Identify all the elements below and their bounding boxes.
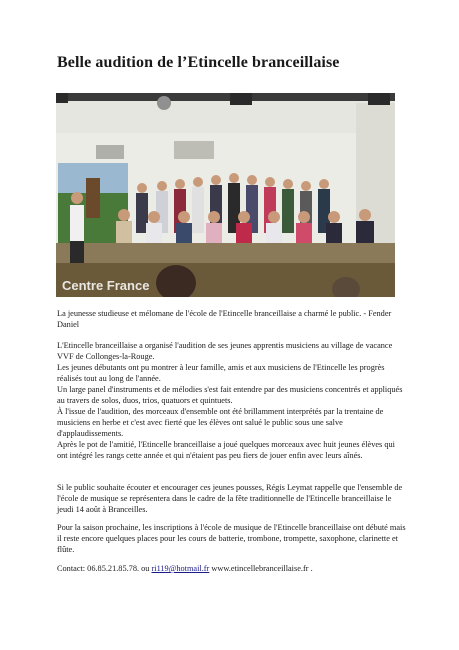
article-photo: [56, 93, 395, 297]
contact-line: [57, 563, 407, 574]
paragraph: Après le pot de l'amitié, l'Etincelle branceillaise a joué quelques morceaux avec huit jeunes élèves qui ont intégré les rangs cette année et qui n'étaient pas peu fiers de jouer enfin avec leurs aînés.: [57, 440, 395, 460]
article-title: Belle audition de l’Etincelle branceillaise: [57, 54, 340, 71]
article-body-block-1: [57, 340, 407, 461]
paragraph: L'Etincelle branceillaise a organisé l'audition de ses jeunes apprentis musiciens au village de vacance VVF de Collonges-la-Rouge.: [57, 341, 393, 361]
paragraph: À l'issue de l'audition, des morceaux d'ensemble ont été brillamment interprétés par la trentaine de musiciens en herbe et c'est avec fierté que les élèves ont salué le public sous une salve d'applaudissements.: [57, 407, 384, 438]
group-photo-image: [56, 93, 395, 297]
contact-website: www.etincellebranceillaise.fr .: [209, 564, 313, 573]
contact-email-link[interactable]: ri119@hotmail.fr: [151, 564, 210, 573]
watermark-text: Centre France: [62, 278, 150, 293]
paragraph: Un large panel d'instruments et de mélodies s'est fait entendre par des musiciens concentrés et appliqués au travers de solos, duos, trios, quatuors et quintuets.: [57, 385, 403, 405]
article-body-block-2: Si le public souhaite écouter et encourager ces jeunes pousses, Régis Leymat rappelle que l'ensemble de l'école de musique se représentera dans le cadre de la fête traditionnelle de l'Etincelle branceillaise le jeudi 14 août à Branceilles.: [57, 483, 403, 514]
paragraph: Les jeunes débutants ont pu montrer à leur famille, amis et aux musiciens de l'Etincelle les progrès réalisés tout au long de l'année.: [57, 363, 385, 383]
photo-caption: La jeunesse studieuse et mélomane de l'école de l'Etincelle branceillaise a charmé le public. - Fender Daniel: [57, 309, 392, 329]
article-body-block-3: Pour la saison prochaine, les inscriptions à l'école de musique de l'Etincelle branceillaise ont débuté mais il reste encore quelques places pour les cours de batterie, trombone, trompette, saxophone, clarinette et flûte.: [57, 523, 406, 554]
contact-prefix: Contact: 06.85.21.85.78. ou: [57, 564, 152, 573]
